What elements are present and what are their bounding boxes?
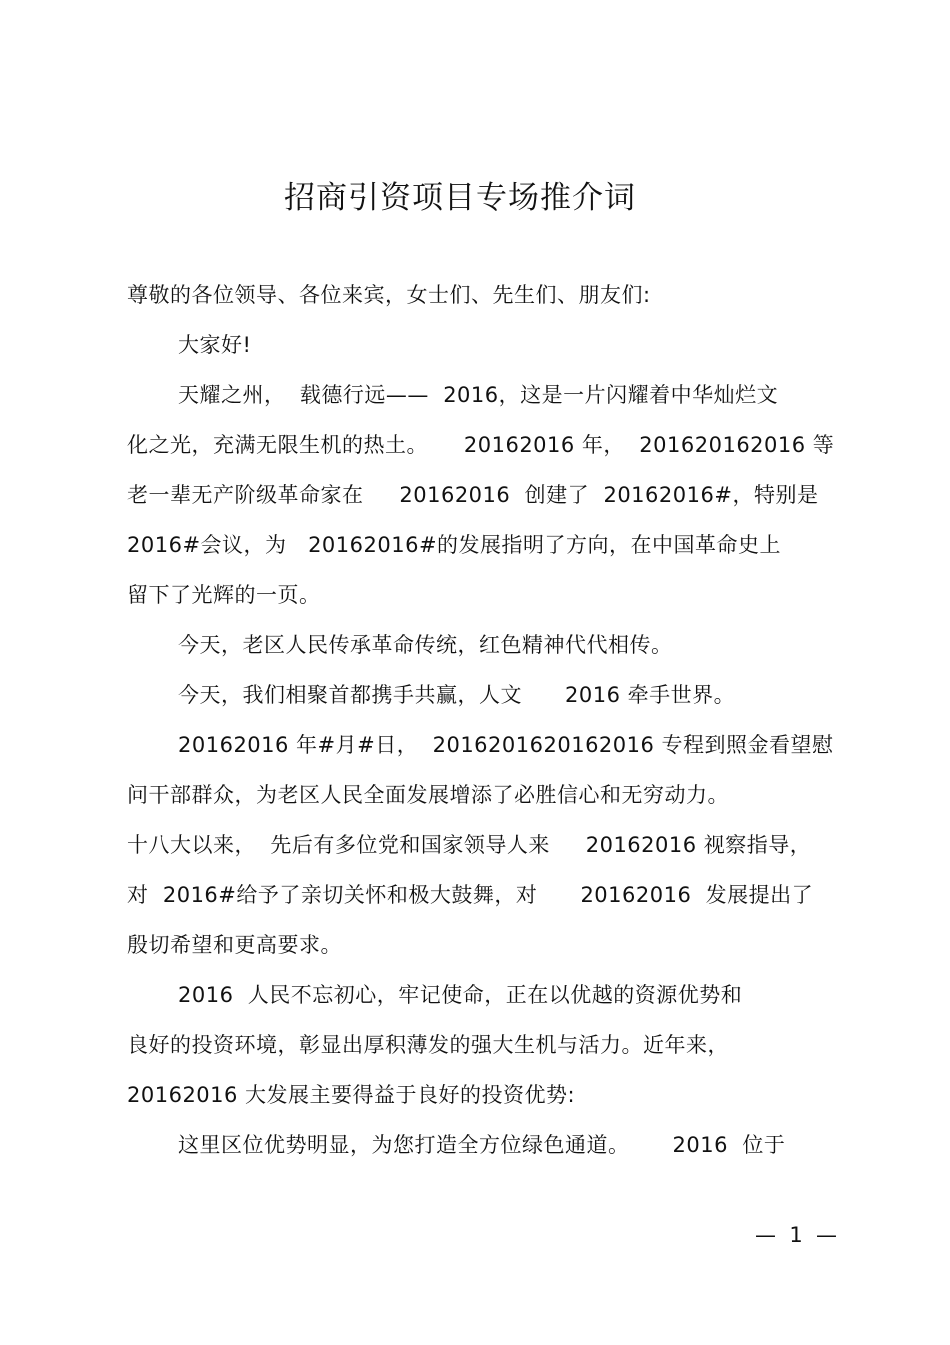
document-title: 招商引资项目专场推介词 [284,180,636,216]
paragraph-line: 殷切希望和更高要求。 [127,933,342,957]
page-number: — 1 — [755,1223,838,1247]
paragraph-line: 留下了光辉的一页。 [127,583,321,607]
paragraph-line: 大家好! [178,333,252,357]
paragraph-line: 这里区位优势明显，为您打造全方位绿色通道。 2016 位于 [178,1133,786,1157]
paragraph-line: 2016 人民不忘初心，牢记使命，正在以优越的资源优势和 [178,983,743,1007]
paragraph-line: 天耀之州， 载德行远—— 2016，这是一片闪耀着中华灿烂文 [178,383,779,407]
paragraph-line: 良好的投资环境，彰显出厚积薄发的强大生机与活力。近年来， [127,1033,729,1057]
paragraph-line: 对 2016#给予了亲切关怀和极大鼓舞，对 20162016 发展提出了 [127,883,814,907]
paragraph-line: 20162016 年#月#日， 2016201620162016 专程到照金看望慰 [178,733,834,757]
paragraph-line: 2016#会议，为 20162016#的发展指明了方向，在中国革命史上 [127,533,782,557]
paragraph-line: 十八大以来， 先后有多位党和国家领导人来 20162016 视察指导， [127,833,812,857]
paragraph-line: 问干部群众，为老区人民全面发展增添了必胜信心和无穷动力。 [127,783,729,807]
paragraph-line: 今天，老区人民传承革命传统，红色精神代代相传。 [178,633,673,657]
paragraph-line: 今天，我们相聚首都携手共赢，人文 2016 牵手世界。 [178,683,736,707]
paragraph-line: 化之光，充满无限生机的热土。 20162016 年， 201620162016 等 [127,433,835,457]
paragraph-line: 老一辈无产阶级革命家在 20162016 创建了 20162016#，特别是 [127,483,819,507]
paragraph-line: 20162016 大发展主要得益于良好的投资优势: [127,1083,576,1107]
paragraph-line: 尊敬的各位领导、各位来宾，女士们、先生们、朋友们: [127,283,651,307]
